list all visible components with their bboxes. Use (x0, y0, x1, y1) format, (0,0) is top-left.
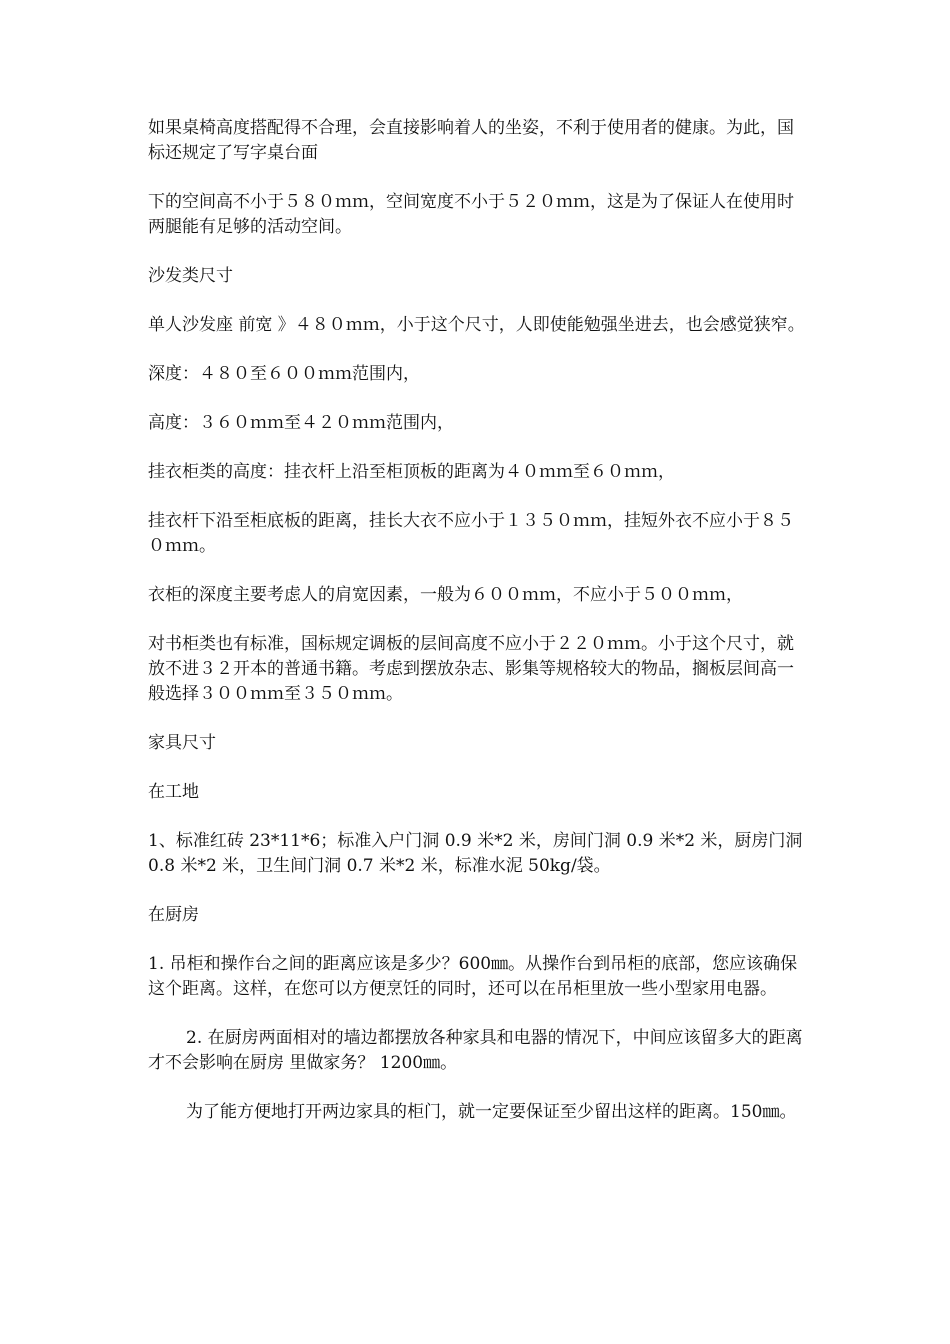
heading-kitchen: 在厨房 (148, 905, 199, 925)
paragraph-sofa-depth: 深度：４８０至６００ｍｍ范围内， (148, 364, 420, 384)
paragraph-kitchen-door-clearance: 为了能方便地打开两边家具的柜门，就一定要保证至少留出这样的距离。150㎜。 (186, 1102, 797, 1122)
heading-construction-site: 在工地 (148, 782, 199, 802)
heading-sofa-dimensions: 沙发类尺寸 (148, 266, 233, 286)
paragraph-wardrobe-depth: 衣柜的深度主要考虑人的肩宽因素，一般为６００ｍｍ，不应小于５００ｍｍ， (148, 585, 743, 605)
document-body (148, 116, 806, 1149)
heading-furniture-dimensions: 家具尺寸 (148, 733, 216, 753)
paragraph-desk-height: 如果桌椅高度搭配得不合理，会直接影响着人的坐姿，不利于使用者的健康。为此，国标还规定了写字桌台面 (148, 118, 794, 163)
paragraph-kitchen-cabinet-distance: 1. 吊柜和操作台之间的距离应该是多少？600㎜。从操作台到吊柜的底部，您应该确保这个距离。这样，在您可以方便烹饪的同时，还可以在吊柜里放一些小型家用电器。 (148, 954, 798, 999)
paragraph-sofa-width: 单人沙发座 前宽 》４８０ｍｍ，小于这个尺寸，人即使能勉强坐进去，也会感觉狭窄。 (148, 315, 805, 335)
paragraph-wardrobe-bottom: 挂衣杆下沿至柜底板的距离，挂长大衣不应小于１３５０ｍｍ，挂短外衣不应小于８５０ｍｍ。 (148, 511, 794, 556)
paragraph-site-standards: 1、标准红砖 23*11*6；标准入户门洞 0.9 米*2 米，房间门洞 0.9 米*2 米，厨房门洞 0.8 米*2 米，卫生间门洞 0.7 米*2 米，标准水泥 50kg/袋。 (148, 831, 803, 876)
paragraph-desk-legroom: 下的空间高不小于５８０ｍｍ，空间宽度不小于５２０ｍｍ，这是为了保证人在使用时两腿能有足够的活动空间。 (148, 192, 794, 237)
paragraph-wardrobe-top: 挂衣柜类的高度：挂衣杆上沿至柜顶板的距离为４０ｍｍ至６０ｍｍ， (148, 462, 675, 482)
paragraph-kitchen-aisle: 2. 在厨房两面相对的墙边都摆放各种家具和电器的情况下，中间应该留多大的距离才不会影响在厨房 里做家务？ 1200㎜。 (148, 1028, 803, 1073)
paragraph-bookcase: 对书柜类也有标准，国标规定调板的层间高度不应小于２２０ｍｍ。小于这个尺寸，就放不进３２开本的普通书籍。考虑到摆放杂志、影集等规格较大的物品，搁板层间高一般选择３００ｍｍ至３５０ｍｍ。 (148, 634, 794, 704)
paragraph-sofa-height: 高度：３６０ｍｍ至４２０ｍｍ范围内， (148, 413, 454, 433)
